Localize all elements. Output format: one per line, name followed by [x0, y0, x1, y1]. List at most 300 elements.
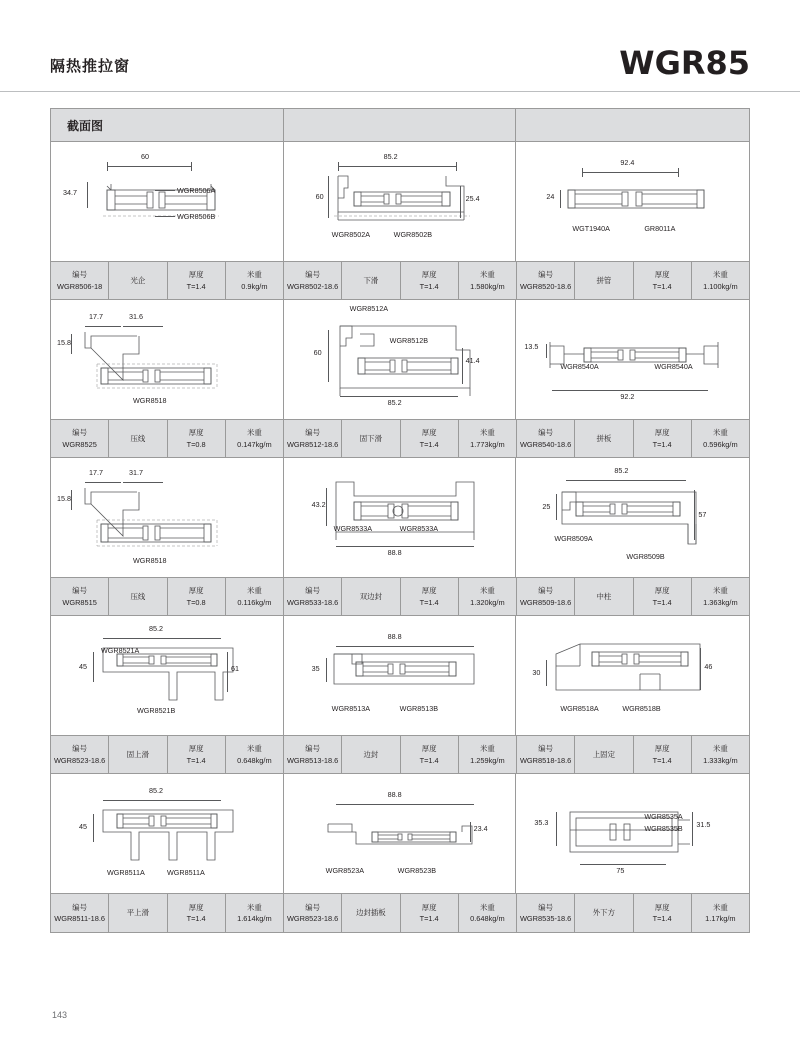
- spec-thickness: [634, 894, 692, 932]
- dimension-label: 15.8: [57, 494, 71, 503]
- dimension-label: 85.2: [387, 398, 402, 407]
- spec-code: [517, 420, 575, 457]
- profile-figure: [284, 774, 516, 893]
- spec-thickness-label: 厚度: [654, 744, 670, 754]
- dimension-line-v: [556, 494, 557, 520]
- spec-thickness-label: 厚度: [654, 428, 670, 438]
- figure-row: [51, 458, 749, 577]
- spec-code: [284, 894, 342, 932]
- dimension-label: 75: [616, 866, 625, 875]
- spec-strip: [51, 261, 749, 300]
- dimension-line-h: [566, 480, 686, 481]
- spec-code-label: 编号: [305, 744, 321, 754]
- figure-row: [51, 616, 749, 735]
- profile-figure: [51, 774, 283, 893]
- spec-weight-value: 1.363kg/m: [703, 597, 738, 607]
- dimension-label: 45: [79, 662, 87, 671]
- profile-figure: [51, 300, 283, 419]
- spec-thickness: [634, 420, 692, 457]
- spec-weight-value: 0.648kg/m: [237, 755, 272, 765]
- profile-cell: [516, 142, 749, 261]
- dimension-label: 23.4: [473, 824, 488, 833]
- dimension-label: 31.7: [129, 468, 143, 477]
- spec-thickness-label: 厚度: [654, 586, 670, 596]
- spec-type: 上固定: [575, 736, 633, 773]
- dimension-label: 15.8: [57, 338, 71, 347]
- spec-thickness-label: 厚度: [421, 428, 437, 438]
- spec-code-label: 编号: [538, 902, 554, 912]
- profile-cell: [516, 300, 749, 419]
- spec-thickness-value: T=1.4: [652, 914, 672, 923]
- dimension-line-v: [87, 182, 88, 208]
- spec-thickness: [401, 420, 459, 457]
- spec-code-value: WGR8520-18.6: [519, 281, 572, 291]
- spec-code: [517, 736, 575, 773]
- dimension-label: 25.4: [465, 194, 480, 203]
- spec-code-value: WGR8518-18.6: [519, 755, 572, 765]
- part-label: WGR8518A: [560, 704, 599, 713]
- part-label: WGR8518: [133, 556, 167, 565]
- profile-drawing: [312, 812, 500, 860]
- dimension-label: 85.2: [383, 152, 398, 161]
- dimension-label: 85.2: [149, 786, 163, 795]
- spec-weight-value: 0.648kg/m: [470, 914, 505, 923]
- spec-weight-value: 1.259kg/m: [470, 755, 505, 765]
- table-row: [51, 774, 749, 932]
- dimension-line-h: [103, 800, 221, 801]
- part-label: WGR8509B: [626, 552, 665, 561]
- part-label: WGR8535A: [644, 812, 683, 821]
- profile-figure: [516, 774, 749, 893]
- spec-code-label: 编号: [72, 428, 88, 438]
- spec-weight-value: 1.320kg/m: [470, 597, 505, 607]
- profile-cell: [516, 458, 749, 577]
- dimension-label: 60: [315, 192, 324, 201]
- dimension-tick: [107, 162, 108, 171]
- spec-weight-label: 米重: [246, 428, 262, 438]
- spec-weight-value: 1.17kg/m: [705, 914, 736, 923]
- spec-code-label: 编号: [538, 586, 554, 596]
- spec-code-label: 编号: [538, 428, 554, 438]
- spec-thickness-value: T=0.8: [186, 597, 206, 607]
- spec-type: 拼管: [575, 262, 633, 299]
- spec-code-value: WGR8525: [62, 439, 97, 449]
- spec-code: [517, 894, 575, 932]
- spec-code-value: WGR8523-18.6: [53, 755, 106, 765]
- series-code: WGR85: [619, 44, 750, 82]
- spec-weight: [692, 578, 749, 615]
- spec-strip: [51, 735, 749, 774]
- dimension-line-h: [336, 646, 474, 647]
- part-label: WGR8506A: [177, 186, 216, 195]
- part-label: WGR8540A: [654, 362, 693, 371]
- spec-weight-label: 米重: [712, 270, 728, 280]
- dimension-line-h: [85, 326, 121, 327]
- spec-type: 边封插板: [342, 894, 400, 932]
- spec-code-value: WGR8512-18.6: [286, 439, 339, 449]
- dimension-line-v: [556, 812, 557, 846]
- part-label: WGR8512A: [349, 304, 389, 313]
- spec-thickness-value: T=1.4: [186, 755, 206, 765]
- dimension-line-v: [93, 652, 94, 682]
- profile-cell: [284, 458, 517, 577]
- spec-weight: [692, 736, 749, 773]
- dimension-tick: [191, 162, 192, 171]
- part-label: WGR8521B: [137, 706, 176, 715]
- spec-type: 拼板: [575, 420, 633, 457]
- profile-cell: [516, 774, 749, 893]
- spec-type: 外下方: [575, 894, 633, 932]
- spec-code-value: WGR8515: [62, 597, 97, 607]
- spec-type: 固下滑: [342, 420, 400, 457]
- profile-figure: [516, 142, 749, 261]
- dimension-label: 60: [141, 152, 149, 161]
- dimension-line-v: [470, 822, 471, 842]
- spec-thickness-value: T=1.4: [186, 281, 206, 291]
- dimension-line-h: [123, 482, 163, 483]
- dimension-line-v: [460, 186, 461, 218]
- spec-thickness: [168, 262, 226, 299]
- spec-weight-label: 米重: [479, 744, 495, 754]
- spec-code: [51, 420, 109, 457]
- profile-drawing: [89, 172, 249, 232]
- table-row: [51, 300, 749, 458]
- spec-thickness: [634, 262, 692, 299]
- spec-thickness-value: T=1.4: [419, 755, 439, 765]
- part-label: WGR8511A: [167, 868, 205, 877]
- profile-cell: [51, 774, 284, 893]
- dimension-label: 85.2: [614, 466, 629, 475]
- spec-thickness: [168, 578, 226, 615]
- table-row: [51, 142, 749, 300]
- dimension-line-h: [580, 864, 666, 865]
- spec-weight-value: 1.333kg/m: [703, 755, 738, 765]
- part-label: WGR8513B: [399, 704, 439, 713]
- spec-thickness-label: 厚度: [421, 902, 437, 912]
- spec-weight: [459, 420, 517, 457]
- spec-thickness-value: T=1.4: [419, 597, 439, 607]
- page-number: 143: [52, 1010, 68, 1020]
- spec-thickness: [634, 578, 692, 615]
- spec-thickness: [401, 894, 459, 932]
- dimension-line-v: [326, 488, 327, 526]
- dimension-label: 88.8: [387, 548, 402, 557]
- spec-weight-label: 米重: [246, 270, 262, 280]
- dimension-label: 17.7: [89, 468, 103, 477]
- spec-code: [517, 262, 575, 299]
- spec-code-label: 编号: [72, 270, 88, 280]
- dimension-label: 41.4: [465, 356, 480, 365]
- profile-drawing: [540, 334, 732, 386]
- dimension-label: 17.7: [89, 312, 103, 321]
- dimension-label: 88.8: [387, 632, 402, 641]
- spec-thickness-label: 厚度: [421, 586, 437, 596]
- spec-code-label: 编号: [72, 744, 88, 754]
- dimension-label: 25: [542, 502, 551, 511]
- spec-weight-value: 1.614kg/m: [237, 914, 272, 923]
- profile-figure: [516, 300, 749, 419]
- spec-code-label: 编号: [305, 902, 321, 912]
- part-label: WGR8540A: [560, 362, 599, 371]
- spec-weight: [459, 736, 517, 773]
- part-label: GR8011A: [644, 224, 676, 233]
- spec-weight-label: 米重: [479, 270, 495, 280]
- dimension-label: 45: [79, 822, 87, 831]
- spec-weight-value: 1.100kg/m: [703, 281, 738, 291]
- profile-drawing: [550, 802, 720, 864]
- profile-cell: [284, 616, 517, 735]
- table-header-band: [51, 109, 749, 142]
- spec-code: [51, 736, 109, 773]
- part-label: WGR8513A: [331, 704, 371, 713]
- profile-drawing: [77, 324, 257, 400]
- dimension-line-v: [328, 330, 329, 382]
- dimension-line-v: [546, 344, 547, 358]
- part-label: WGR8506B: [177, 212, 216, 221]
- dimension-line-v: [546, 660, 547, 686]
- table-row: [51, 458, 749, 616]
- spec-weight-label: 米重: [712, 428, 728, 438]
- spec-thickness-value: T=1.4: [419, 914, 439, 923]
- spec-weight-label: 米重: [712, 586, 728, 596]
- dimension-tick: [582, 168, 583, 177]
- profile-figure: [516, 616, 749, 735]
- spec-weight-label: 米重: [479, 586, 495, 596]
- page-header: [0, 0, 800, 92]
- dimension-label: 57: [698, 510, 707, 519]
- dimension-label: 92.4: [620, 158, 635, 167]
- part-label: WGR8502A: [331, 230, 371, 239]
- spec-thickness: [168, 420, 226, 457]
- profile-cell: [51, 300, 284, 419]
- part-label: WGR8523A: [325, 866, 365, 875]
- spec-code-value: WGR8513-18.6: [286, 755, 339, 765]
- dimension-line-h: [103, 638, 221, 639]
- table-row: [51, 616, 749, 774]
- spec-code-label: 编号: [305, 586, 321, 596]
- header-divider: [0, 91, 800, 92]
- dimension-line-v: [694, 490, 695, 540]
- dimension-label: 34.7: [63, 188, 77, 197]
- spec-thickness-value: T=1.4: [652, 597, 672, 607]
- part-label: WGR8502B: [393, 230, 433, 239]
- profile-drawing: [312, 646, 500, 704]
- spec-code: [284, 736, 342, 773]
- spec-type: 边封: [342, 736, 400, 773]
- dimension-line-h: [123, 326, 163, 327]
- dimension-line-v: [71, 334, 72, 354]
- dimension-label: 60: [313, 348, 322, 357]
- dimension-label: 35.3: [534, 818, 549, 827]
- part-label: WGR8509A: [554, 534, 593, 543]
- spec-thickness: [168, 894, 226, 932]
- spec-weight-label: 米重: [246, 586, 262, 596]
- dimension-label: 30: [532, 668, 541, 677]
- spec-strip: [51, 577, 749, 616]
- part-label: WGR8518B: [622, 704, 661, 713]
- dimension-line-v: [71, 490, 72, 510]
- spec-thickness-label: 厚度: [188, 270, 204, 280]
- dimension-line-v: [326, 658, 327, 682]
- figure-row: [51, 300, 749, 419]
- spec-weight: [692, 894, 749, 932]
- part-label: WGR8518: [133, 396, 167, 405]
- profile-cell: [516, 616, 749, 735]
- dimension-tick: [338, 162, 339, 171]
- spec-type: 压线: [109, 420, 167, 457]
- spec-code-label: 编号: [305, 428, 321, 438]
- spec-code: [284, 420, 342, 457]
- spec-weight: [226, 578, 284, 615]
- spec-type: 固上滑: [109, 736, 167, 773]
- spec-weight: [459, 262, 517, 299]
- profile-drawing: [311, 476, 500, 550]
- spec-weight: [459, 894, 517, 932]
- spec-weight-value: 0.596kg/m: [703, 439, 738, 449]
- profile-figure: [284, 616, 516, 735]
- spec-thickness-label: 厚度: [654, 902, 670, 912]
- dimension-line-h: [336, 804, 474, 805]
- spec-weight-label: 米重: [246, 902, 262, 912]
- profile-figure: [516, 458, 749, 577]
- part-label: WGR8511A: [107, 868, 145, 877]
- spec-code: [51, 578, 109, 615]
- profile-figure: [284, 300, 516, 419]
- spec-thickness-label: 厚度: [188, 744, 204, 754]
- dimension-line-v: [560, 190, 561, 208]
- section-label: 截面图: [51, 109, 284, 141]
- spec-code-value: WGR8502-18.6: [286, 281, 339, 291]
- spec-thickness-label: 厚度: [188, 428, 204, 438]
- profile-drawing: [552, 176, 722, 226]
- spec-type: 光企: [109, 262, 167, 299]
- spec-weight-value: 1.773kg/m: [470, 439, 505, 449]
- spec-weight: [692, 262, 749, 299]
- spec-code-label: 编号: [305, 270, 321, 280]
- spec-code-value: WGR8509-18.6: [519, 597, 572, 607]
- leader-line: [155, 190, 175, 191]
- dimension-label: 46: [704, 662, 713, 671]
- spec-thickness: [634, 736, 692, 773]
- spec-thickness: [401, 736, 459, 773]
- spec-thickness-value: T=1.4: [652, 755, 672, 765]
- dimension-label: 24: [546, 192, 555, 201]
- spec-weight-label: 米重: [712, 902, 728, 912]
- spec-thickness-value: T=1.4: [652, 439, 672, 449]
- dimension-line-v: [227, 652, 228, 692]
- spec-weight: [692, 420, 749, 457]
- spec-weight-value: 0.147kg/m: [237, 439, 272, 449]
- dimension-tick: [678, 168, 679, 177]
- spec-weight-value: 0.116kg/m: [237, 597, 272, 607]
- dimension-line-v: [462, 348, 463, 384]
- section-label-blank-2: [284, 109, 517, 141]
- profile-cell: [51, 616, 284, 735]
- dimension-line-h: [107, 166, 191, 167]
- profile-figure: [284, 458, 516, 577]
- dimension-line-h: [582, 172, 678, 173]
- spec-thickness: [168, 736, 226, 773]
- spec-code-value: WGR8523-18.6: [286, 914, 339, 923]
- spec-code-value: WGR8535-18.6: [519, 914, 572, 923]
- part-label: WGR8533A: [399, 524, 439, 533]
- spec-strip: [51, 419, 749, 458]
- spec-type: 平上滑: [109, 894, 167, 932]
- dimension-line-h: [336, 546, 474, 547]
- profile-figure: [284, 142, 516, 261]
- spec-thickness-value: T=1.4: [419, 439, 439, 449]
- leader-line: [155, 216, 175, 217]
- spec-thickness-value: T=0.8: [186, 439, 206, 449]
- spec-thickness-label: 厚度: [188, 902, 204, 912]
- spec-thickness-value: T=1.4: [419, 281, 439, 291]
- spec-code: [51, 894, 109, 932]
- dimension-label: 31.5: [696, 820, 711, 829]
- dimension-tick: [456, 162, 457, 171]
- spec-weight-value: 0.9kg/m: [241, 281, 268, 291]
- dimension-label: 88.8: [387, 790, 402, 799]
- spec-type: 压线: [109, 578, 167, 615]
- profile-cell: [284, 142, 517, 261]
- spec-thickness: [401, 262, 459, 299]
- profile-figure: [51, 458, 283, 577]
- dimension-label: 85.2: [149, 624, 163, 633]
- spec-thickness-value: T=1.4: [652, 281, 672, 291]
- spec-thickness-label: 厚度: [421, 744, 437, 754]
- profile-figure: [51, 616, 283, 735]
- dimension-label: 61: [231, 664, 239, 673]
- dimension-line-h: [338, 166, 456, 167]
- dimension-line-h: [85, 482, 121, 483]
- spec-type: 双边封: [342, 578, 400, 615]
- spec-weight: [459, 578, 517, 615]
- spec-code: [284, 578, 342, 615]
- section-label-blank-3: [516, 109, 749, 141]
- dimension-label: 43.2: [311, 500, 326, 509]
- profile-figure: [51, 142, 283, 261]
- spec-thickness-value: T=1.4: [186, 914, 206, 923]
- spec-code-label: 编号: [72, 902, 88, 912]
- spec-code: [51, 262, 109, 299]
- spec-weight: [226, 736, 284, 773]
- part-label: WGR8535B: [644, 824, 683, 833]
- spec-thickness-label: 厚度: [654, 270, 670, 280]
- spec-code: [517, 578, 575, 615]
- dimension-label: 31.6: [129, 312, 143, 321]
- spec-type: 下滑: [342, 262, 400, 299]
- spec-weight-label: 米重: [479, 902, 495, 912]
- profile-cell: [284, 774, 517, 893]
- spec-weight: [226, 262, 284, 299]
- dimension-label: 92.2: [620, 392, 635, 401]
- spec-code-value: WGR8533-18.6: [286, 597, 339, 607]
- spec-code-value: WGR8540-18.6: [519, 439, 572, 449]
- dimension-line-v: [328, 176, 329, 218]
- section-table: [50, 108, 750, 933]
- spec-code-value: WGR8506-18: [57, 281, 103, 291]
- page-title: 隔热推拉窗: [50, 58, 131, 75]
- part-label: WGT1940A: [572, 224, 610, 233]
- dimension-line-v: [692, 812, 693, 846]
- spec-thickness: [401, 578, 459, 615]
- dimension-line-h: [340, 396, 458, 397]
- figure-row: [51, 142, 749, 261]
- spec-weight-label: 米重: [712, 744, 728, 754]
- spec-code-label: 编号: [538, 744, 554, 754]
- dimension-line-h: [552, 390, 708, 391]
- spec-weight-label: 米重: [246, 744, 262, 754]
- dimension-line-v: [93, 814, 94, 842]
